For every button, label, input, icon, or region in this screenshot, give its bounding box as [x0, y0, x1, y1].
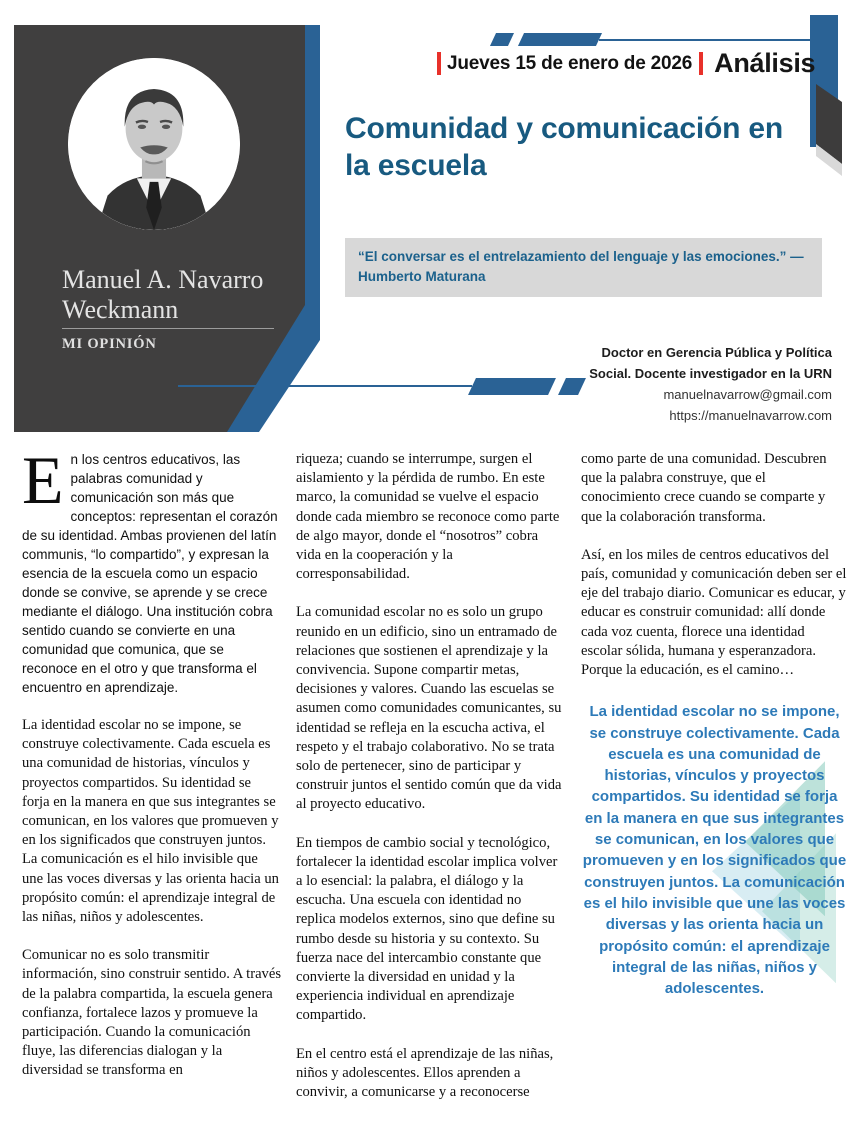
column-2 [296, 450, 564, 1121]
drop-cap: E [22, 442, 64, 518]
paragraph: Comunicar no es solo transmitir información, sino construir sentido. A través de la palabra compartida, la escuela genera confianza, fortalece lazos y promueve la participación. Cuando la comunicación fluye, las diferencias dialogan y la diversidad se transforma en [22, 947, 281, 1079]
author-name [62, 265, 312, 325]
accent-line-mid [178, 385, 472, 387]
paragraph: En el centro está el aprendizaje de las niñas, niños y adolescentes. Ellos aprenden a convivir, a comunicarse y a reconocerse [296, 1045, 554, 1101]
paragraph: La identidad escolar no se impone, se construye colectivamente. Cada escuela es una comunidad de historias, vínculos y proyectos compartidos. Su identidad se forja en la manera en que sus integrantes se comunican, en los valores que promueven y en los significados que construyen juntos. La comunicación es el hilo invisible que une las voces diversas y las orienta hacia un propósito común: el aprendizaje integral de las niñas, niños y adolescentes. [22, 717, 279, 926]
author-name-line2: Weckmann [62, 295, 179, 324]
accent-line-top [599, 39, 812, 41]
paragraph: La comunidad escolar no es solo un grupo reunido en un edificio, sino un entramado de relaciones que sostienen el aprendizaje y la convivencia. Supone compartir metas, decisiones y valores. Cuando las escuelas se asumen como comunidades comunicantes, su identidad se refleja en la escucha activa, el respeto y el trabajo colaborativo. No se trata solo de pertenecer, sino de participar y construir juntos el sentido común que da vida al proyecto educativo. [296, 604, 562, 813]
paragraph: En tiempos de cambio social y tecnológico, fortalecer la identidad escolar implica volver a lo esencial: la palabra, el diálogo y la escucha. Una escuela con identidad no replica modelos externos, sino que define su rumbo desde su historia y su contexto. Su fuerza nace del intercambio constante que convierte la diversidad en unidad y la experiencia individual en aprendizaje compartido. [296, 834, 558, 1024]
portrait-illustration [68, 58, 240, 230]
paragraph: como parte de una comunidad. Descubren que la palabra construye, que el conocimiento crece cuando se comparte y que la colaboración transforma. [581, 451, 827, 525]
author-portrait-photo [68, 58, 240, 230]
accent-parallelogram-large-top [518, 33, 602, 46]
accent-parallelogram-small-top [490, 33, 514, 46]
pull-quote-text: La identidad escolar no se impone, se construye colectivamente. Cada escuela es una comunidad de historias, vínculos y proyectos compartidos. Su identidad se forja en la manera en que sus integrantes se comunican, en los valores que promueven y en los significados que construyen juntos. La comunicación es el hilo invisible que une las voces diversas y las orienta hacia un propósito común: el aprendizaje integral de las niñas, niños y adolescentes. [582, 703, 847, 998]
red-accent-bar-right [699, 52, 703, 75]
issue-date: Jueves 15 de enero de 2026 [447, 52, 693, 74]
author-name-line1: Manuel A. Navarro [62, 265, 264, 294]
byline-credentials-2: Social. Docente investigador en la URN [589, 366, 832, 381]
opinion-label: MI OPINIÓN [62, 336, 157, 352]
paragraph [22, 442, 282, 697]
byline-credentials-1: Doctor en Gerencia Pública y Política [601, 345, 832, 360]
masthead [437, 48, 815, 79]
epigraph-quote: “El conversar es el entrelazamiento del lenguaje y las emociones.” — Humberto Maturana [345, 238, 822, 297]
accent-parallelogram-large-mid [468, 378, 556, 395]
paragraph: Así, en los miles de centros educativos del país, comunidad y comunicación deben ser el eje del trabajo diario. Comunicar es educar, y educar es construir comunidad: allí donde cada voz cuenta, florece una identidad escolar sólida, humana y esperanzadora. Porque la educación, es el camino… [581, 546, 847, 679]
byline-email[interactable]: manuelnavarrow@gmail.com [663, 387, 832, 402]
paragraph: riqueza; cuando se interrumpe, surgen el aislamiento y la pérdida de rumbo. En este marco, la comunidad se vuelve el espacio donde cada miembro se reconoce como parte de algo mayor, donde el “nosotros” cobra vida en la cooperación y la corresponsabilidad. [296, 451, 560, 583]
red-accent-bar-left [437, 52, 441, 75]
card-divider [62, 328, 274, 329]
column-3 [581, 450, 848, 999]
byline-website[interactable]: https://manuelnavarrow.com [669, 408, 832, 423]
pull-quote-block [581, 701, 848, 999]
paragraph-text: n los centros educativos, las palabras comunidad y comunicación son más que conceptos: representan el corazón de su identidad. Ambas provienen del latín communis, “lo compartido”, y expresan la esencia de la escuela como un espacio donde se convive, se aprende y se crece mediante el diálogo. Una institución cobra sentido cuando se convierte en una comunidad que comunica, que se reconoce en el otro y que transforma el encuentro en aprendizaje. [22, 452, 278, 695]
article-title: Comunidad y comunicación en la escuela [345, 112, 783, 182]
section-title: Análisis [714, 48, 816, 78]
column-1 [22, 442, 282, 1100]
